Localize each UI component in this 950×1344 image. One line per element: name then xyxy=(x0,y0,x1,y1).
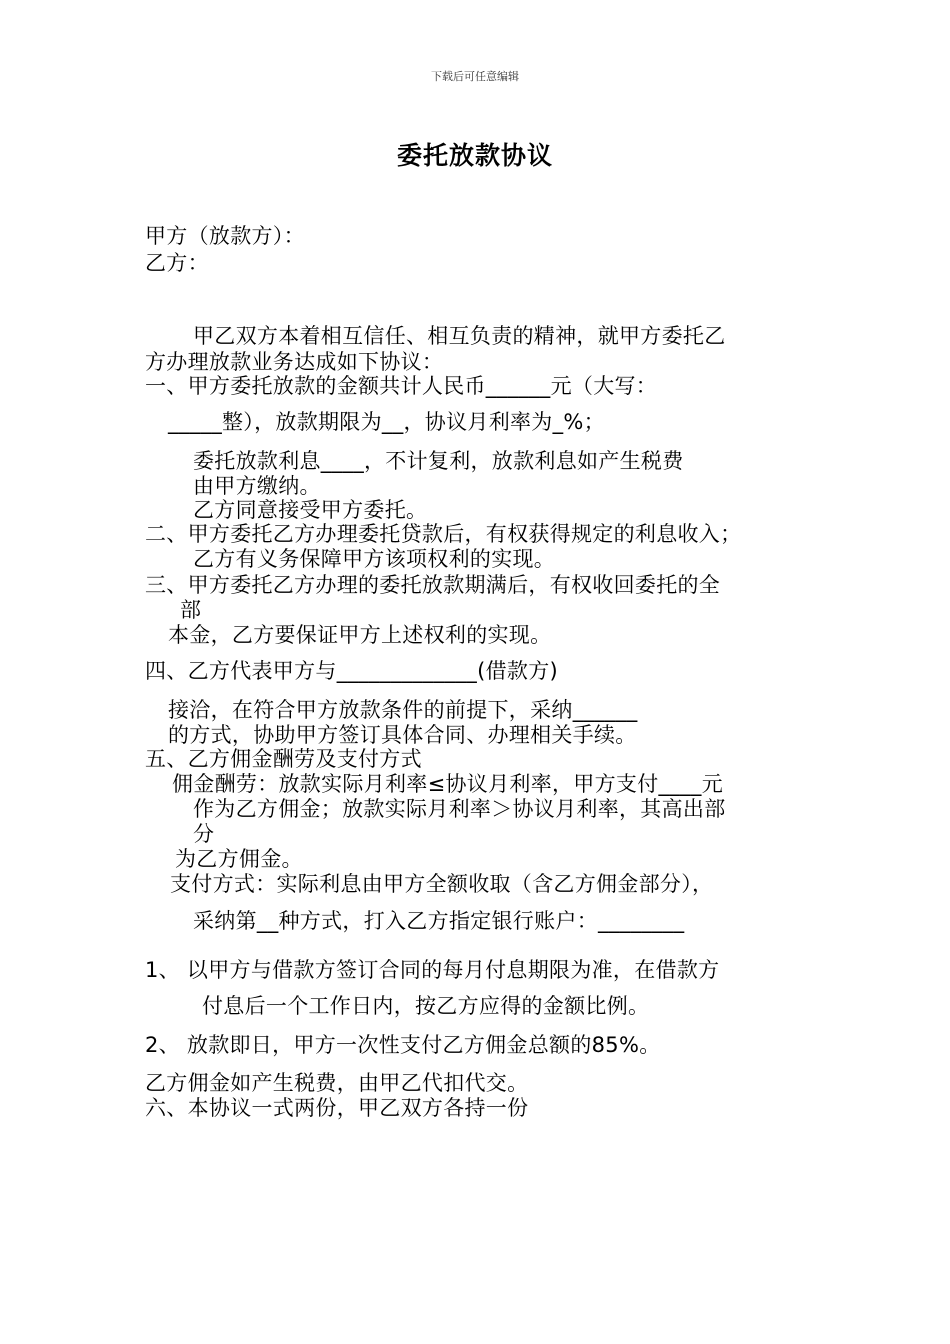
clause-1-line-3: 委托放款利息____，不计复利，放款利息如产生税费 xyxy=(193,449,684,473)
party-b-line: 乙方： xyxy=(145,251,209,275)
clause-2-line-2: 乙方有义务保障甲方该项权利的实现。 xyxy=(193,547,556,571)
intro-line-2: 方办理放款业务达成如下协议： xyxy=(145,350,444,374)
payment-option-1-line-1: 1、 以甲方与借款方签订合同的每月付息期限为准，在借款方 xyxy=(145,958,720,982)
clause-5-line-4: 为乙方佣金。 xyxy=(175,847,303,871)
clause-5-heading: 五、乙方佣金酬劳及支付方式 xyxy=(145,747,422,771)
clause-5-line-3: 分 xyxy=(193,822,215,846)
clause-5-line-1: 佣金酬劳：放款实际月利率≤协议月利率，甲方支付____元 xyxy=(172,772,723,796)
payment-option-2: 2、 放款即日，甲方一次性支付乙方佣金总额的85%。 xyxy=(145,1033,661,1057)
clause-1-line-4: 由甲方缴纳。 xyxy=(193,474,321,498)
clause-5-line-5: 支付方式：实际利息由甲方全额收取（含乙方佣金部分）， xyxy=(170,872,714,896)
clause-5-line-2: 作为乙方佣金；放款实际月利率＞协议月利率，其高出部 xyxy=(193,797,726,821)
payment-option-1-line-2: 付息后一个工作日内，按乙方应得的金额比例。 xyxy=(202,994,650,1018)
clause-1-line-5: 乙方同意接受甲方委托。 xyxy=(193,498,428,522)
document-title: 委托放款协议 xyxy=(396,141,553,170)
clause-3-line-3: 本金，乙方要保证甲方上述权利的实现。 xyxy=(168,623,552,647)
clause-3-line-1: 三、甲方委托乙方办理的委托放款期满后，有权收回委托的全 xyxy=(145,573,721,597)
tax-note: 乙方佣金如产生税费，由甲乙代扣代交。 xyxy=(145,1071,529,1095)
intro-line-1: 甲乙双方本着相互信任、相互负责的精神，就甲方委托乙 xyxy=(193,324,726,348)
page-header: 下载后可任意编辑 xyxy=(431,70,519,83)
clause-4-line-3: 的方式，协助甲方签订具体合同、办理相关手续。 xyxy=(168,723,637,747)
clause-6: 六、本协议一式两份，甲乙双方各持一份 xyxy=(145,1096,529,1120)
clause-3-line-2: 部 xyxy=(180,598,202,622)
clause-5-line-6: 采纳第__种方式，打入乙方指定银行账户：________ xyxy=(193,909,685,933)
clause-4-line-1: 四、乙方代表甲方与_____________(借款方) xyxy=(145,659,558,683)
clause-4-line-2: 接洽，在符合甲方放款条件的前提下，采纳______ xyxy=(168,698,638,722)
clause-1-line-1: 一、甲方委托放款的金额共计人民币______元（大写： xyxy=(145,374,658,398)
party-a-line: 甲方（放款方）： xyxy=(145,224,305,248)
clause-2-line-1: 二、甲方委托乙方办理委托贷款后，有权获得规定的利息收入； xyxy=(145,522,742,546)
clause-1-line-2: _____整），放款期限为__，协议月利率为_%； xyxy=(168,410,605,434)
